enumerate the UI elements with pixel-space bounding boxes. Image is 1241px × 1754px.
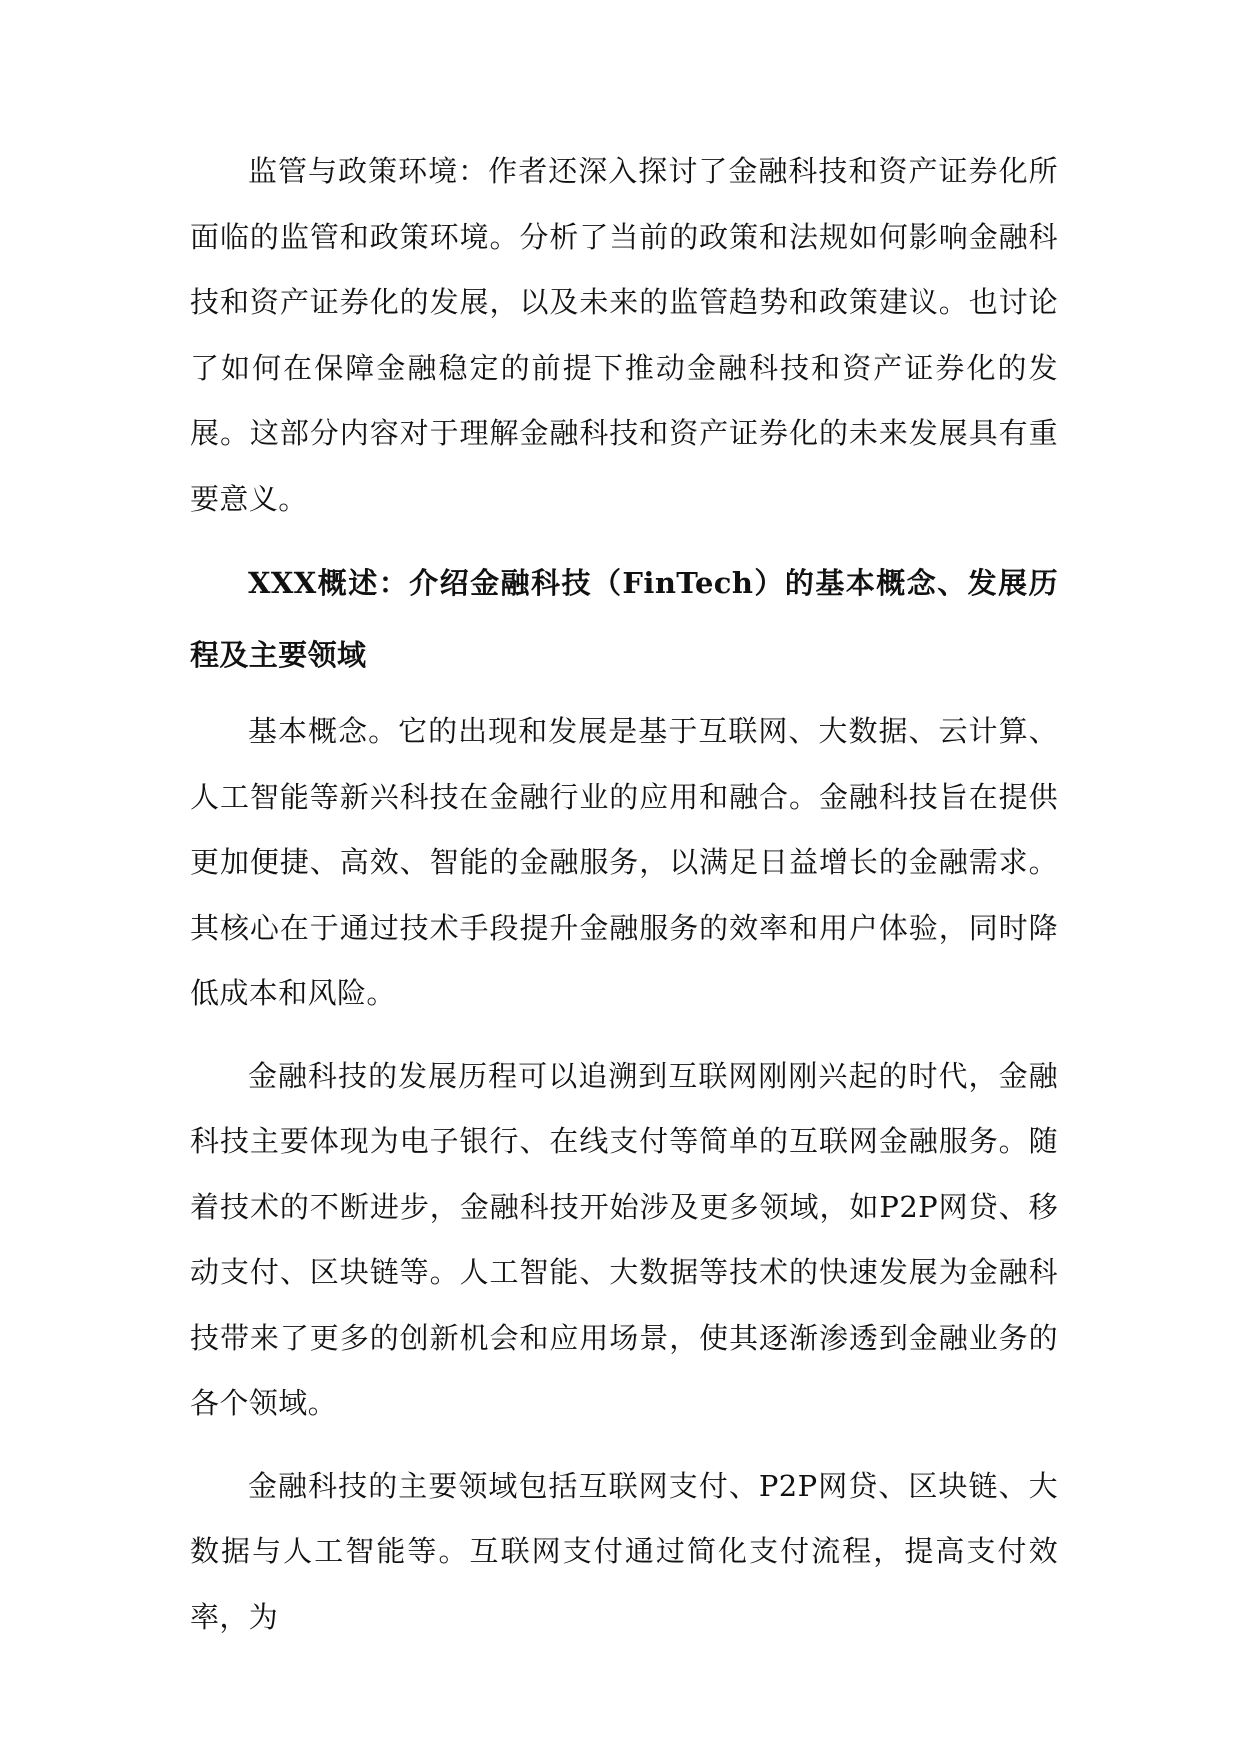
paragraph-regulatory-environment: 监管与政策环境：作者还深入探讨了金融科技和资产证券化所面临的监管和政策环境。分析了当前的政策和法规如何影响金融科技和资产证券化的发展，以及未来的监管趋势和政策建议。也讨论了如何在保障金融稳定的前提下推动金融科技和资产证券化的发展。这部分内容对于理解金融科技和资产证券化的未来发展具有重要意义。 — [190, 154, 1058, 516]
document-body — [190, 139, 1058, 1650]
paragraph-development-history: 金融科技的发展历程可以追溯到互联网刚刚兴起的时代，金融科技主要体现为电子银行、在线支付等简单的互联网金融服务。随着技术的不断进步，金融科技开始涉及更多领域，如P2P网贷、移动支付、区块链等。人工智能、大数据等技术的快速发展为金融科技带来了更多的创新机会和应用场景，使其逐渐渗透到金融业务的各个领域。 — [190, 1058, 1058, 1420]
paragraph-basic-concept: 基本概念。它的出现和发展是基于互联网、大数据、云计算、人工智能等新兴科技在金融行业的应用和融合。金融科技旨在提供更加便捷、高效、智能的金融服务，以满足日益增长的金融需求。其核心在于通过技术手段提升金融服务的效率和用户体验，同时降低成本和风险。 — [190, 714, 1058, 1010]
section-heading-fintech-overview: XXX概述：介绍金融科技（FinTech）的基本概念、发展历程及主要领域 — [190, 566, 1058, 672]
paragraph-main-areas: 金融科技的主要领域包括互联网支付、P2P网贷、区块链、大数据与人工智能等。互联网支付通过简化支付流程，提高支付效率，为 — [190, 1468, 1058, 1634]
